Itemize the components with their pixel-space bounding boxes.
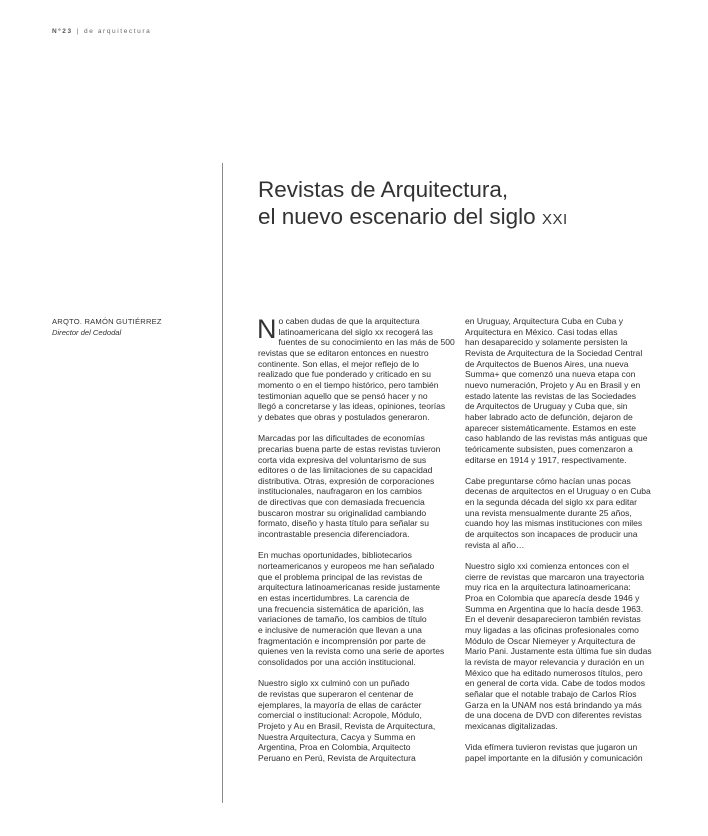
text-line: revistas que se editaron entonces en nuestro: [258, 347, 429, 358]
text-line: de directivas que con demasiada frecuencia: [258, 497, 425, 508]
text-line: fragmentación e incomprensión por parte de: [258, 635, 426, 646]
text-line: Argentina, Proa en Colombia, Arquitecto: [258, 742, 411, 753]
text-line: Summa en Argentina que lo hacía desde 1963.: [465, 603, 644, 614]
text-line: editarse en 1914 y 1917, respectivamente.: [465, 454, 627, 465]
text-line: que el problema principal de las revistas de: [258, 571, 423, 582]
text-line: de Arquitectos de Buenos Aires, una nueva: [465, 358, 629, 369]
text-line: la revista de mayor relevancia y duración en un: [465, 656, 645, 667]
text-line: buscaron mostrar su originalidad cambiando: [258, 507, 427, 518]
text-line: Projeto y Au en Brasil, Revista de Arquitectura,: [258, 720, 436, 731]
text-line: estado latente las revistas de las Sociedades: [465, 390, 637, 401]
paragraph: [258, 550, 466, 667]
text-line: Nuestra Arquitectura, Cacya y Summa en: [258, 731, 416, 742]
text-line: precarias buena parte de estas revistas tuvieron: [258, 443, 441, 454]
text-line: de revistas que superaron el centenar de: [258, 688, 414, 699]
paragraph: [465, 561, 673, 732]
text-line: llegó a concretarse y las ideas, opiniones, teorías: [258, 401, 446, 412]
title-line-2-text: el nuevo escenario del siglo: [258, 204, 536, 229]
paragraph: [258, 316, 466, 423]
text-line: señalar que el notable trabajo de Carlos Ríos: [465, 688, 637, 699]
text-line: en general de corta vida. Cabe de todos modos: [465, 678, 646, 689]
text-line: de una docena de DVD con diferentes revistas: [465, 710, 642, 721]
text-line: Arquitectura en México. Casi todas ellas: [465, 326, 618, 337]
text-line: distributiva. Otras, expresión de corporaciones: [258, 475, 435, 486]
paragraph: [465, 476, 673, 551]
text-line: En muchas oportunidades, bibliotecarios: [258, 550, 412, 561]
text-line: o caben dudas de que la arquitectura: [278, 316, 420, 326]
text-line: realizado que fue ponderado y criticado en su: [258, 369, 431, 380]
title-line-2: [258, 203, 568, 233]
title-century: XXI: [541, 211, 568, 228]
paragraph: [465, 742, 673, 763]
text-line: ejemplares, la mayoría de ellas de carácter: [258, 699, 422, 710]
text-line: mexicanas digitalizadas.: [465, 720, 558, 731]
text-line: corta vida expresiva del voluntarismo de sus: [258, 454, 427, 465]
section-name: de arquitectura: [84, 28, 152, 35]
text-line: Vida efímera tuvieron revistas que jugaron un: [465, 742, 638, 753]
text-line: consolidados por una acción institucional.: [258, 656, 416, 667]
text-line: Marcadas por las dificultades de economías: [258, 433, 425, 444]
text-line: Revista de Arquitectura de la Sociedad Central: [465, 347, 643, 358]
text-line: de arquitectos son incapaces de producir una: [465, 529, 638, 540]
text-line: Summa+ que comenzó una nueva etapa con: [465, 369, 636, 380]
text-line: Nuestro siglo xx culminó con un puñado: [258, 678, 410, 689]
text-line: una frecuencia sistemática de aparición, las: [258, 603, 424, 614]
text-line: Nuestro siglo xxi comienza entonces con el: [465, 561, 629, 572]
text-line: en estas incertidumbres. La carencia de: [258, 593, 410, 604]
text-line: en Uruguay, Arquitectura Cuba en Cuba y: [465, 316, 624, 326]
text-line: cuando hoy las mismas instituciones con miles: [465, 518, 643, 529]
text-line: Garza en la UNAM nos está brindando ya más: [465, 699, 642, 710]
vertical-divider: [222, 163, 223, 803]
paragraph: [465, 316, 673, 465]
paragraph: [258, 433, 466, 540]
text-line: papel importante en la difusión y comunicación: [465, 752, 643, 763]
body-column-right: [465, 316, 673, 774]
text-line: norteamericanos y europeos me han señalado: [258, 561, 435, 572]
text-line: continente. Son ellas, el mejor reflejo de lo: [258, 358, 420, 369]
author-role: Director del Cedodal: [52, 328, 122, 337]
running-header: [52, 28, 151, 35]
text-line: han desaparecido y solamente persisten la: [465, 337, 628, 348]
text-line: formato, diseño y hasta título para señalar su: [258, 518, 430, 529]
text-line: arquitectura latinoamericanas reside justamente: [258, 582, 440, 593]
text-line: editores o de las limitaciones de su capacidad: [258, 465, 433, 476]
text-line: decenas de arquitectos en el Uruguay o en Cuba: [465, 486, 651, 497]
text-line: momento o en el tiempo histórico, pero también: [258, 379, 439, 390]
issue-number: Nº23: [52, 28, 73, 35]
text-line: Proa en Colombia que aparecía desde 1946 y: [465, 593, 640, 604]
text-line: muy ligadas a las oficinas profesionales como: [465, 625, 639, 635]
text-line: Cabe preguntarse cómo hacían unas pocas: [465, 475, 631, 486]
text-line: En el devenir desaparecieron también revistas: [465, 614, 641, 625]
text-line: de Arquitectos de Uruguay y Cuba que, sin: [465, 401, 628, 412]
text-line: e inclusive de numeración que llevan a una: [258, 625, 422, 635]
header-separator: |: [76, 28, 80, 35]
text-line: incontrastable presencia diferenciadora.: [258, 529, 410, 540]
text-line: México que ha editado numerosos títulos, pero: [465, 667, 643, 678]
text-line: latinoamericana del siglo xx recogerá las: [278, 326, 433, 337]
text-line: teóricamente subsisten, pues comenzaron a: [465, 443, 633, 454]
drop-cap: N: [257, 314, 277, 344]
body-column-left: [258, 316, 466, 774]
text-line: nuevo numeración, Projeto y Au en Brasil y en: [465, 379, 641, 390]
text-line: y debates que obras y postulados generaron.: [258, 411, 430, 422]
text-line: muy rica en la arquitectura latinoamericana:: [465, 582, 631, 593]
text-line: comercial o institucional: Acropole, Módulo,: [258, 710, 422, 721]
text-line: una revista mensualmente durante 25 años,: [465, 507, 632, 518]
text-line: revista al año…: [465, 539, 525, 550]
text-line: Peruano en Perú, Revista de Arquitectura: [258, 752, 416, 763]
text-line: fuentes de su conocimiento en las más de 500: [278, 337, 455, 348]
text-line: institucionales, naufragaron en los cambios: [258, 486, 422, 497]
paragraph: [258, 678, 466, 763]
article-title: [258, 176, 568, 233]
title-line-1: Revistas de Arquitectura,: [258, 177, 509, 202]
text-line: haber labrado acto de defunción, dejaron de: [465, 411, 633, 422]
text-line: cierre de revistas que marcaron una trayectoria: [465, 571, 645, 582]
author-block: [52, 316, 162, 338]
text-line: Módulo de Oscar Niemeyer y Arquitectura de: [465, 635, 636, 646]
text-line: aparecer sistemáticamente. Estamos en este: [465, 422, 637, 433]
text-line: testimonian aquello que se pensó hacer y no: [258, 390, 428, 401]
text-line: caso hablando de las revistas más antiguas que: [465, 433, 648, 444]
text-line: quienes ven la revista como una serie de aportes: [258, 646, 445, 657]
text-line: variaciones de tamaño, los cambios de título: [258, 614, 427, 625]
text-line: Mario Pani. Justamente esta última fue sin dudas: [465, 646, 652, 657]
text-line: en la segunda década del siglo xx para editar: [465, 497, 638, 508]
author-name: ARQTO. RAMÓN GUTIÉRREZ: [52, 317, 162, 326]
